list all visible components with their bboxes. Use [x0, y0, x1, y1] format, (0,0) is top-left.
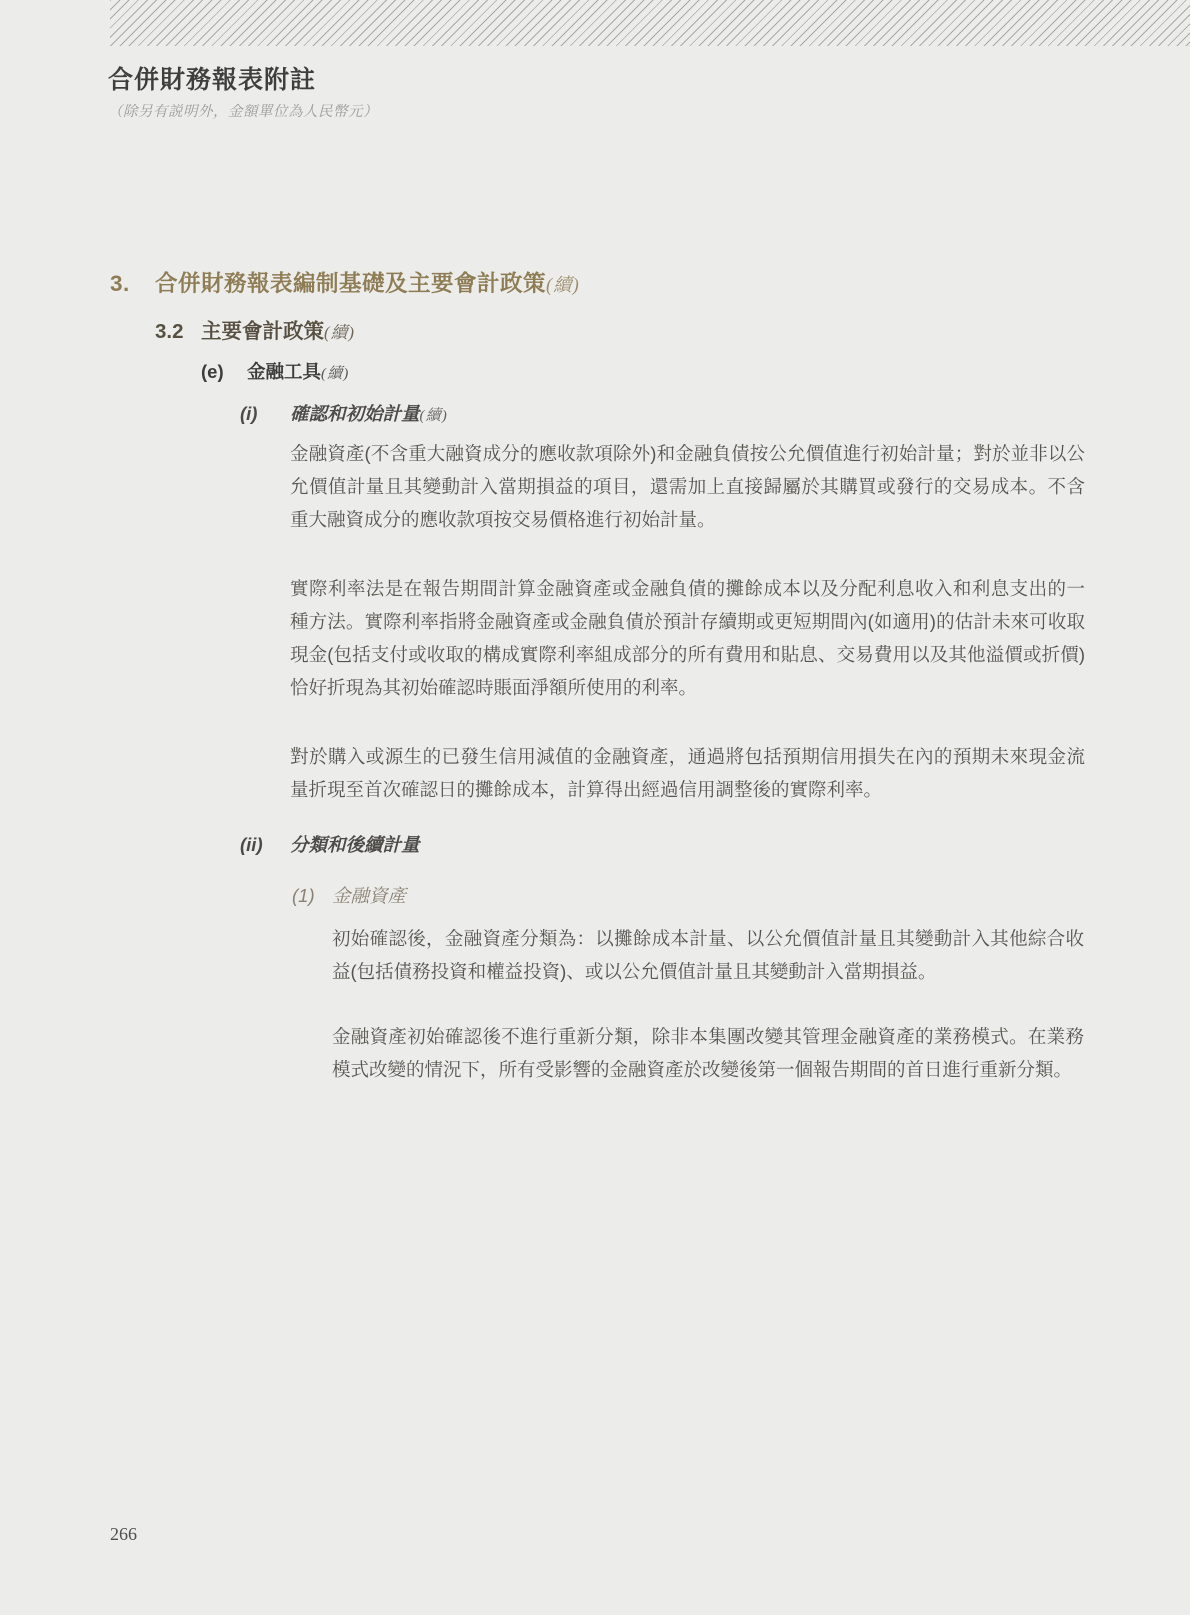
- item-ii-title-text: 分類和後續計量: [290, 834, 420, 855]
- item-1-title-text: 金融資產: [332, 885, 407, 906]
- item-e-heading: [201, 358, 349, 384]
- paragraph-initial-measurement: 金融資產(不含重大融資成分的應收款項除外)和金融負債按公允價值進行初始計量；對於並非以公允價值計量且其變動計入當期損益的項目，還需加上直接歸屬於其購買或發行的交易成本。不含重大融資成分的應收款項按交易價格進行初始計量。: [290, 443, 1085, 530]
- item-i-number: (i): [240, 403, 258, 424]
- item-i-body: [290, 437, 1085, 806]
- paragraph-credit-impaired-assets: 對於購入或源生的已發生信用減值的金融資產，通過將包括預期信用損失在內的預期未來現金流量折現至首次確認日的攤餘成本，計算得出經過信用調整後的實際利率。: [290, 746, 1085, 800]
- section-3-2-title: [201, 314, 355, 344]
- paragraph-reclassification: 金融資產初始確認後不進行重新分類，除非本集團改變其管理金融資產的業務模式。在業務模式改變的情況下，所有受影響的金融資產於改變後第一個報告期間的首日進行重新分類。: [332, 1026, 1084, 1080]
- section-3-2-number: 3.2: [155, 320, 184, 343]
- page-subtitle: （除另有説明外，金額單位為人民幣元）: [108, 104, 378, 120]
- item-ii-title: [290, 831, 420, 857]
- section-3-2-heading: [155, 314, 355, 344]
- section-3-2-continued-marker: (續): [324, 323, 355, 342]
- item-e-number: (e): [201, 361, 224, 382]
- page-title: 合併財務報表附註: [108, 67, 317, 94]
- section-3-2-title-text: 主要會計政策: [201, 320, 324, 343]
- section-3-heading: [110, 266, 580, 298]
- item-1-body: [332, 922, 1084, 1086]
- item-e-continued-marker: (續): [321, 365, 350, 382]
- item-i-title: [290, 400, 448, 426]
- item-1-title: [332, 882, 406, 908]
- paragraph-classification-categories: 初始確認後，金融資產分類為：以攤餘成本計量、以公允價值計量且其變動計入其他綜合收益(包括債務投資和權益投資)、或以公允價值計量且其變動計入當期損益。: [332, 928, 1084, 982]
- section-3-continued-marker: (續): [546, 275, 580, 295]
- item-1-number: (1): [292, 885, 315, 906]
- section-3-title-text: 合併財務報表編制基礎及主要會計政策: [155, 271, 547, 296]
- decorative-hatch-band: [110, 0, 1190, 46]
- item-ii-number: (ii): [240, 834, 263, 855]
- item-1-heading: [292, 882, 406, 908]
- item-i-heading: [240, 400, 448, 426]
- item-e-title-text: 金融工具: [247, 361, 322, 382]
- item-i-title-text: 確認和初始計量: [290, 403, 420, 424]
- item-e-title: [247, 358, 349, 384]
- section-3-title: [155, 266, 580, 298]
- paragraph-effective-interest-method: 實際利率法是在報告期間計算金融資產或金融負債的攤餘成本以及分配利息收入和利息支出的一種方法。實際利率指將金融資產或金融負債於預計存續期或更短期間內(如適用)的估計未來可收取現金(包括支付或收取的構成實際利率組成部分的所有費用和貼息、交易費用以及其他溢價或折價)恰好折現為其初始確認時賬面淨額所使用的利率。: [290, 578, 1085, 698]
- page-number: 266: [110, 1524, 137, 1544]
- item-ii-heading: [240, 831, 420, 857]
- section-3-number: 3.: [110, 271, 130, 296]
- item-i-continued-marker: (續): [419, 407, 448, 424]
